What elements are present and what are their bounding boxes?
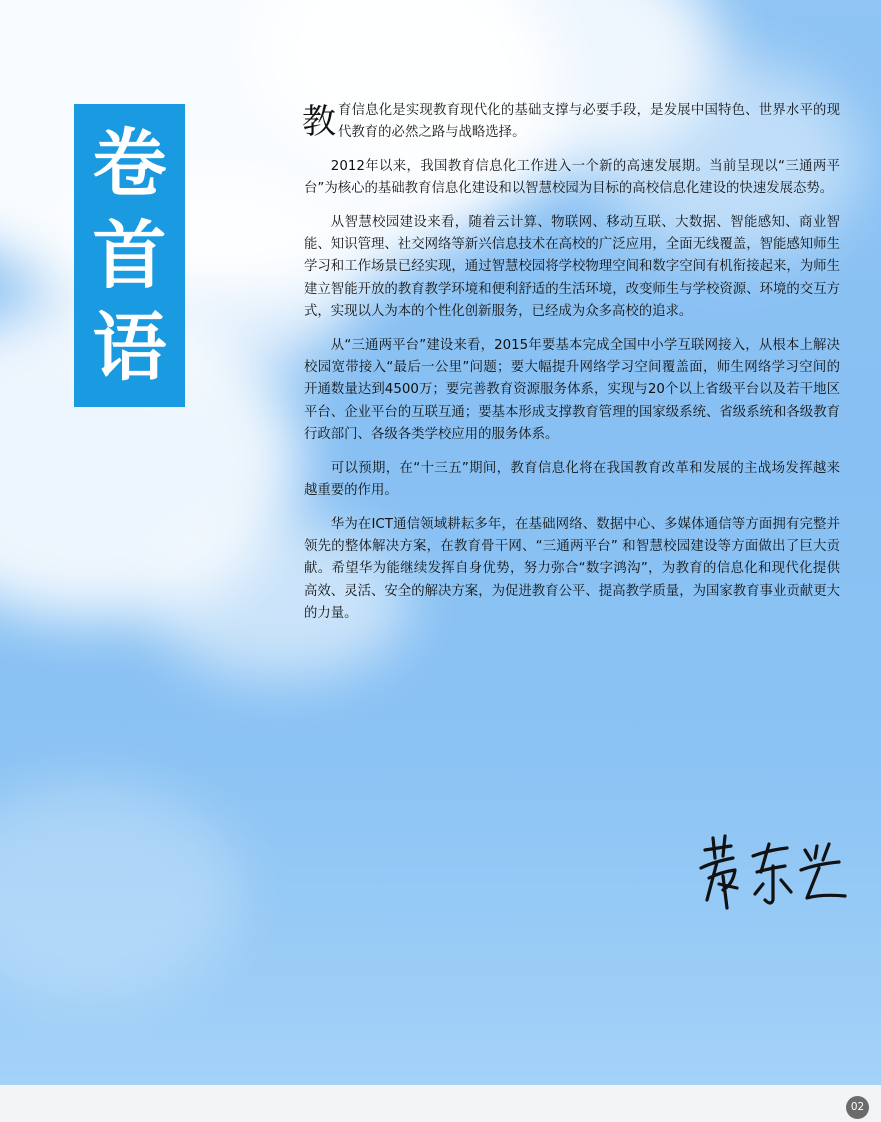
paragraph-text: 育信息化是实现教育现代化的基础支撑与必要手段，是发展中国特色、世界水平的现代教育的必然之路与战略选择。 (338, 103, 840, 141)
paragraph (304, 100, 840, 145)
paragraph: 从智慧校园建设来看，随着云计算、物联网、移动互联、大数据、智能感知、商业智能、知识管理、社交网络等新兴信息技术在高校的广泛应用，全面无线覆盖，智能感知师生学习和工作场景已经实现，通过智慧校园将学校物理空间和数字空间有机衔接起来，为师生建立智能开放的教育教学环境和便利舒适的生活环境，改变师生与学校资源、环境的交互方式，实现以人为本的个性化创新服务，已经成为众多高校的追求。 (304, 214, 840, 320)
page-number-badge: 02 (846, 1096, 869, 1119)
paragraph: 从“三通两平台”建设来看，2015年要基本完成全国中小学互联网接入，从根本上解决校园宽带接入“最后一公里”问题；要大幅提升网络学习空间覆盖面，师生网络学习空间的开通数量达到4500万；要完善教育资源服务体系，实现与20个以上省级平台以及若干地区平台、企业平台的互联互通；要基本形成支撑教育管理的国家级系统、省级系统和各级教育行政部门、各级各类学校应用的服务体系。 (304, 337, 840, 443)
title-char: 语 (92, 304, 167, 391)
page-title (74, 104, 185, 407)
title-char: 卷 (92, 120, 167, 207)
paragraph: 可以预期，在“十三五”期间，教育信息化将在我国教育改革和发展的主战场发挥越来越重要的作用。 (304, 460, 840, 499)
paragraph: 2012年以来，我国教育信息化工作进入一个新的高速发展期。当前呈现以“三通两平台”为核心的基础教育信息化建设和以智慧校园为目标的高校信息化建设的快速发展态势。 (304, 158, 840, 197)
drop-cap: 教 (302, 102, 336, 142)
signature (693, 828, 853, 918)
title-char: 首 (92, 212, 167, 299)
cloud (0, 780, 240, 1000)
paragraph: 华为在ICT通信领域耕耘多年，在基础网络、数据中心、多媒体通信等方面拥有完整并领先的整体解决方案，在教育骨干网、“三通两平台” 和智慧校园建设等方面做出了巨大贡献。希望华为能继续发挥自身优势，努力弥合“数字鸿沟”，为教育的信息化和现代化提供高效、灵活、安全的解决方案，为促进教育公平、提高教学质量，为国家教育事业贡献更大的力量。 (304, 516, 840, 622)
article-body (304, 100, 840, 637)
footer-bar (0, 1085, 881, 1122)
